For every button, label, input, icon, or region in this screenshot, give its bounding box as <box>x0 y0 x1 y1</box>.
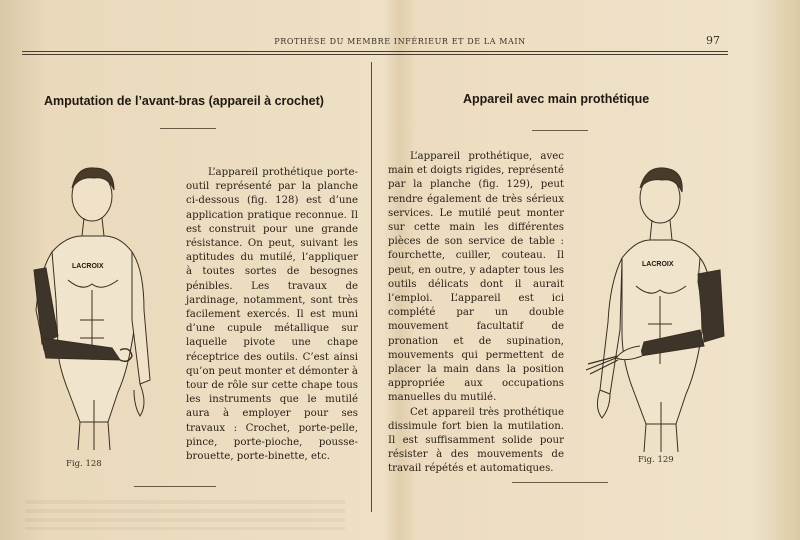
figure-129-illustration <box>580 162 730 452</box>
figure-128-caption: Fig. 128 <box>66 459 102 469</box>
figure-129-label: LACROIX <box>642 261 674 268</box>
figure-129-caption: Fig. 129 <box>638 455 674 465</box>
left-heading: Amputation de l’avant-bras (appareil à crochet) <box>44 94 324 108</box>
left-paragraph: L’appareil prothétique porte-outil représenté par la planche ci-dessous (fig. 128) est d’une application pratique reconnue. Il est construit pour une grande résistance. On peut, suivant les aptitudes du mutilé, l’appliquer à toutes sortes de besognes pénibles. Les travaux de jardinage, notamment, sont très facilement exercés. Il est muni d’une cupule métallique sur laquelle pivote une chape réceptrice des outils. C’est ainsi qu’on peut monter et démonter à tour de rôle sur cette chape tous les instruments que le mutilé aura à employer pour ses travaux : Crochet, porte-pelle, pince, porte-pioche, pousse-brouette, porte-binette, etc. <box>186 167 358 463</box>
figure-128-illustration <box>22 160 160 452</box>
right-footer-rule <box>512 482 608 483</box>
running-head: PROTHÈSE DU MEMBRE INFÉRIEUR ET DE LA MAIN <box>274 37 526 46</box>
header-rule-bottom <box>22 54 728 55</box>
right-paragraph-1: L’appareil prothétique, avec main et doigts rigides, représenté par la planche (fig. 129), peut rendre également de très sérieux services. Le mutilé peut monter sur cette main les différentes pièces de son service de table : fourchette, cuiller, couteau. Il peut, en outre, y adapter tous les outils délicats dont il aurait l’emploi. L’appareil est ici complété par un double mouvement facultatif de pronation et de supination, mouvements qui permettent de placer la main dans la position appropriée aux occupations manuelles du mutilé. <box>388 151 564 404</box>
right-heading: Appareil avec main prothétique <box>463 92 650 106</box>
page-number: 97 <box>706 34 720 47</box>
figure-128-label: LACROIX <box>72 263 104 270</box>
left-body <box>186 166 358 464</box>
left-heading-rule <box>160 128 216 129</box>
header-rule-top <box>22 51 728 52</box>
center-divider <box>371 62 372 512</box>
left-footer-rule <box>134 486 216 487</box>
show-through-text <box>25 500 345 530</box>
right-heading-rule <box>532 130 588 131</box>
right-body <box>388 150 564 477</box>
right-paragraph-2: Cet appareil très prothétique dissimule fort bien la mutilation. Il est suffisamment solide pour résister à des mouvements de travail répétés et automatiques. <box>388 406 564 475</box>
